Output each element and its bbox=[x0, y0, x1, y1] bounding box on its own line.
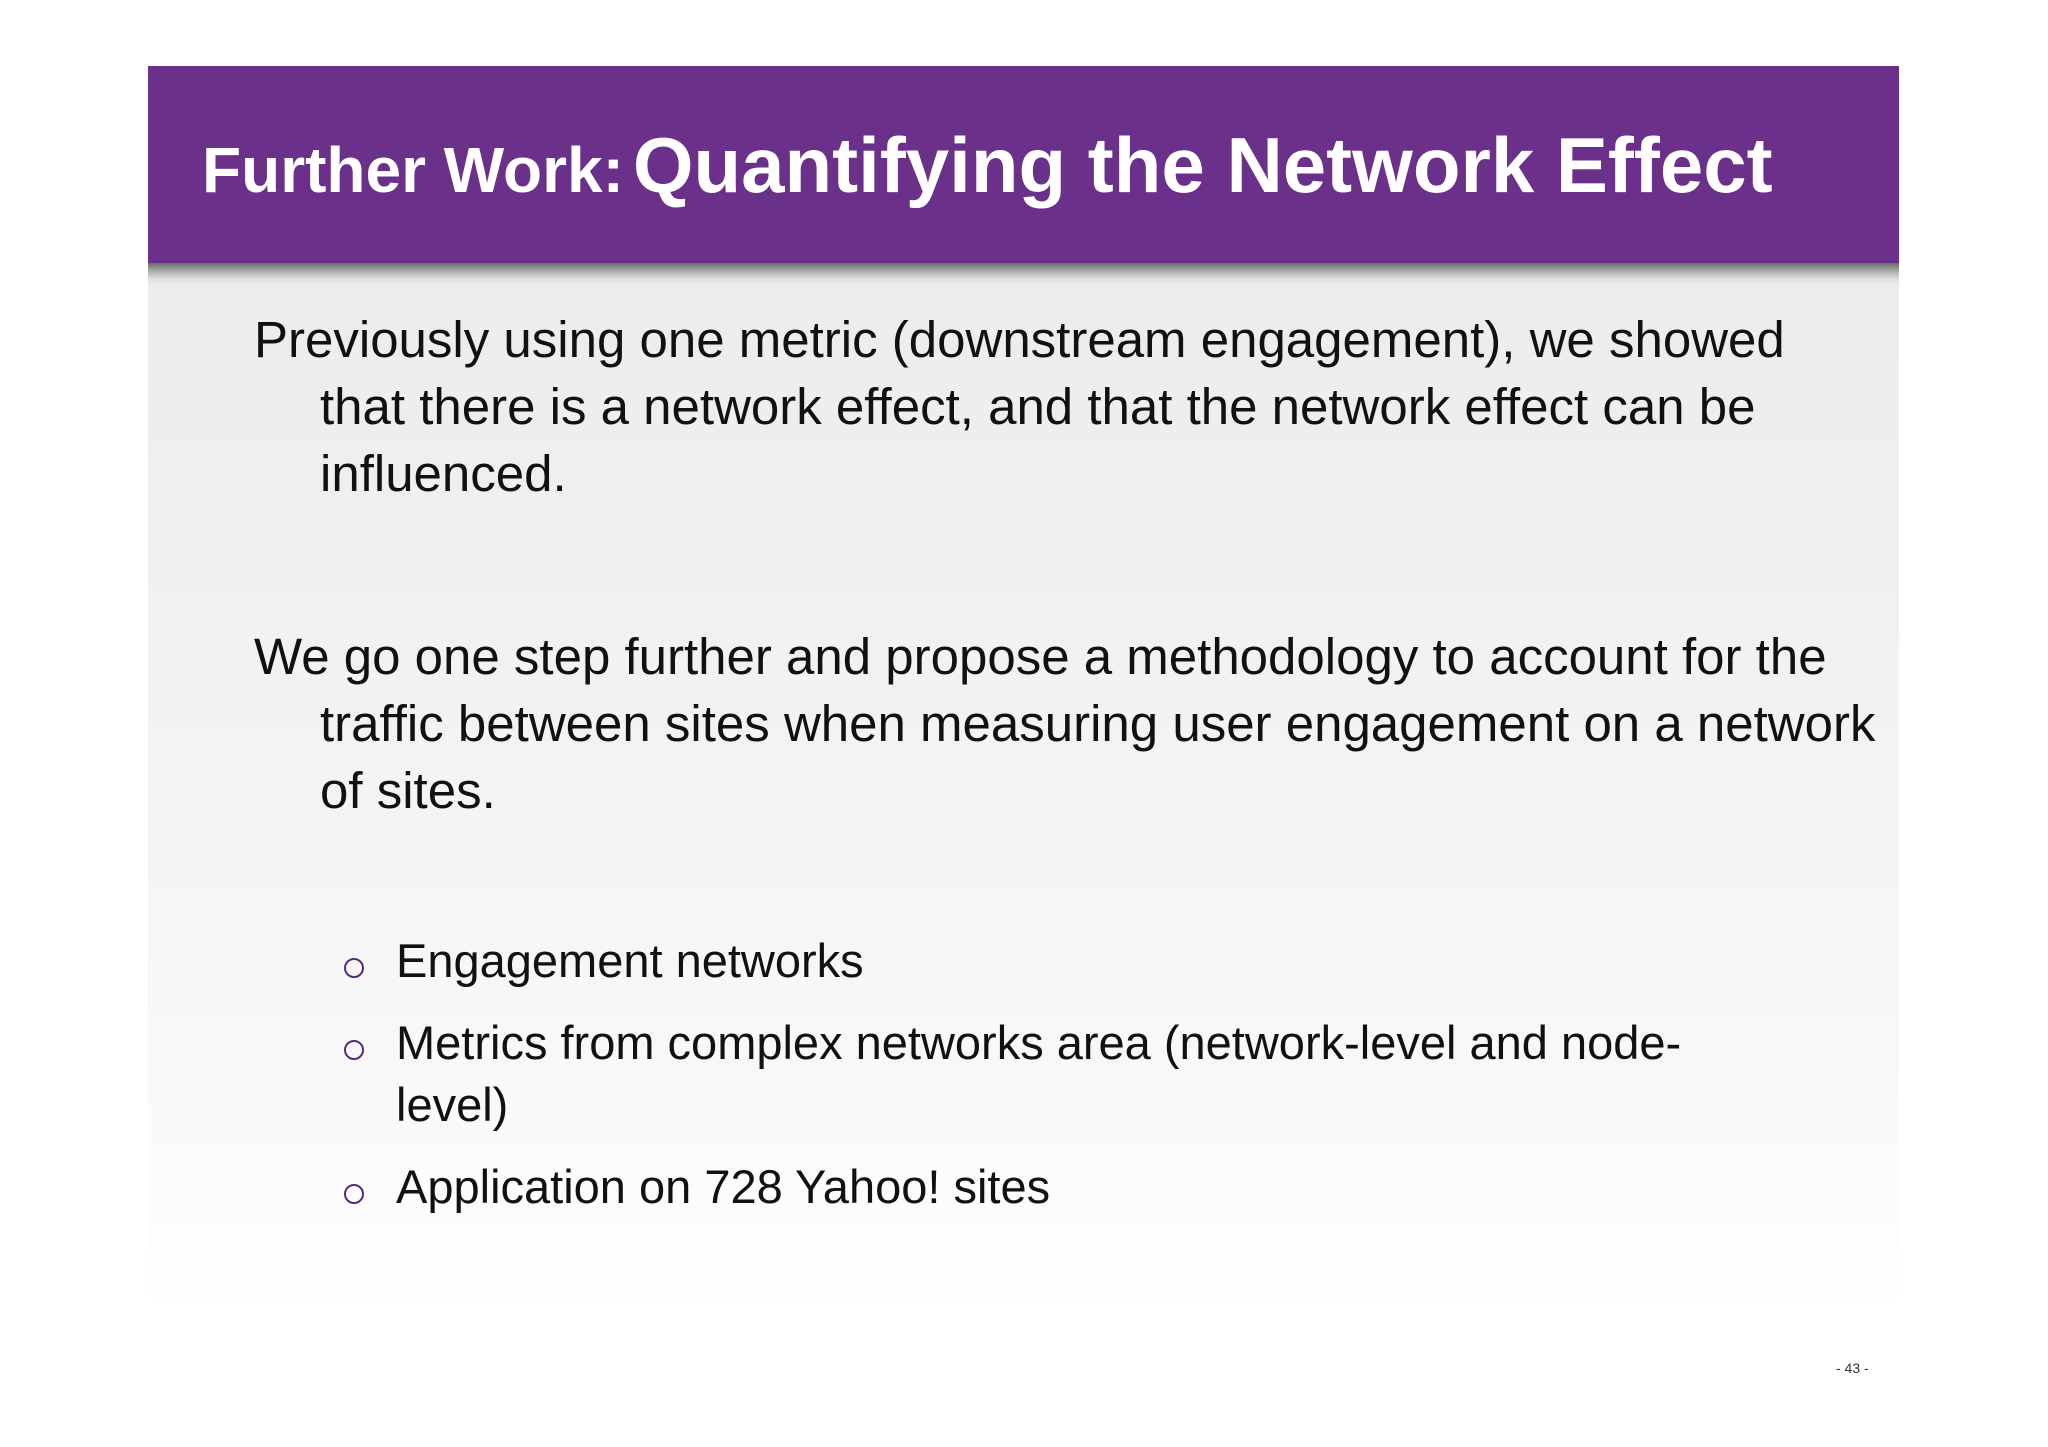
list-item-text: Engagement networks bbox=[396, 934, 864, 987]
body-paragraph-2: We go one step further and propose a methodology to account for the traffic between sites when measuring user engagement on a network of sites. bbox=[254, 628, 1876, 819]
hollow-circle-bullet-icon bbox=[344, 1184, 364, 1204]
slide-title-main: Quantifying the Network Effect bbox=[632, 121, 1773, 209]
sub-bullet-list bbox=[340, 930, 1760, 1238]
list-item-text: Metrics from complex networks area (network-level and node-level) bbox=[396, 1016, 1682, 1131]
list-item bbox=[340, 1012, 1760, 1136]
list-item bbox=[340, 1156, 1760, 1218]
title-bar-shadow bbox=[148, 263, 1899, 285]
page-number: - 43 - bbox=[1836, 1360, 1869, 1376]
list-item bbox=[340, 930, 1760, 992]
hollow-circle-bullet-icon bbox=[344, 958, 364, 978]
body-paragraph-1: Previously using one metric (downstream engagement), we showed that there is a network effect, and that the network effect can be influenced. bbox=[254, 311, 1785, 502]
list-item-text: Application on 728 Yahoo! sites bbox=[396, 1160, 1051, 1213]
slide-title bbox=[202, 121, 1773, 209]
slide-title-prefix: Further Work: bbox=[202, 134, 624, 206]
hollow-circle-bullet-icon bbox=[344, 1040, 364, 1060]
